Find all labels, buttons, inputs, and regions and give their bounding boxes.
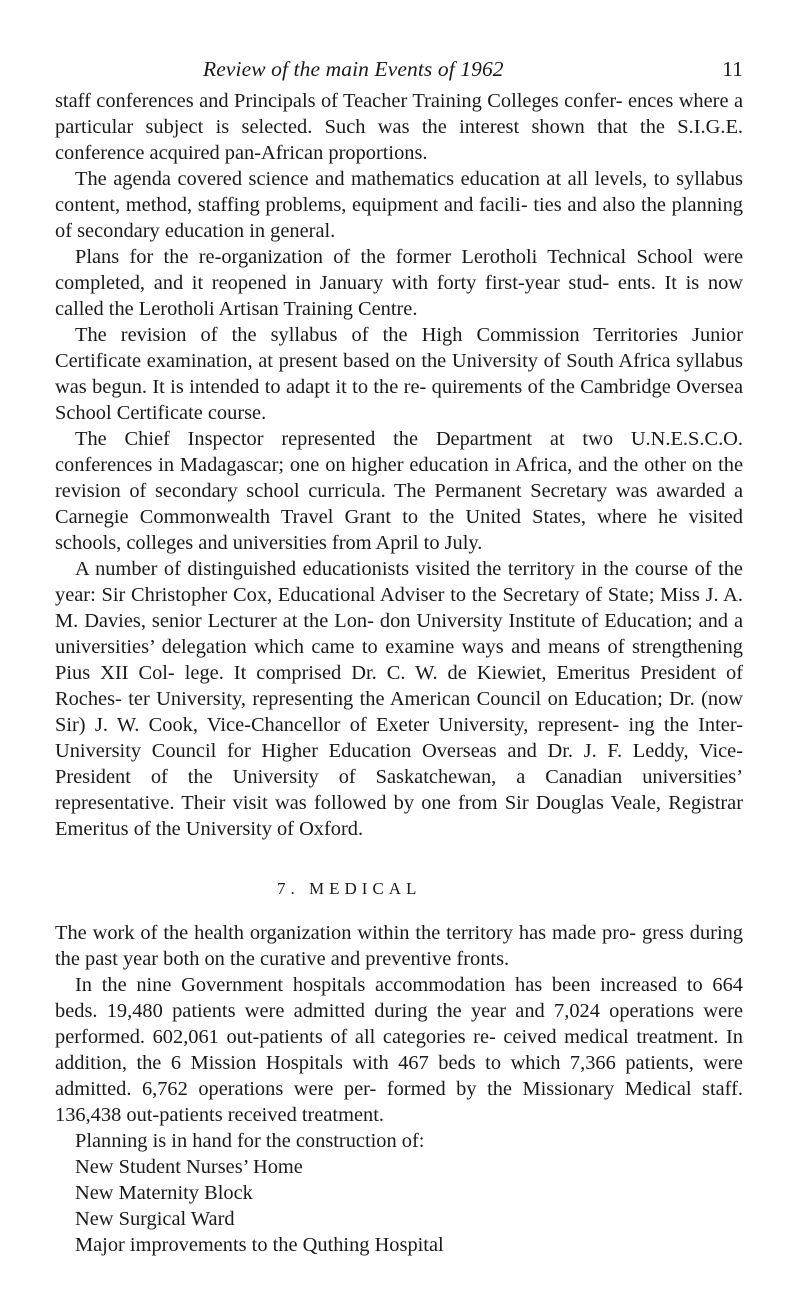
- list-item: New Surgical Ward: [75, 1208, 235, 1230]
- body-text: [55, 88, 743, 1258]
- paragraph: The Chief Inspector represented the Department at two U.N.E.S.C.O. conferences in Madagascar; one on higher education in Africa, and the other on the revision of secondary school curricula. The Permanent Secretary was awarded a Carnegie Commonwealth Travel Grant to the United States, where he visited schools, colleges and universities from April to July.: [55, 428, 743, 554]
- list-item: Major improvements to the Quthing Hospital: [75, 1234, 444, 1256]
- paragraph: The revision of the syllabus of the High Commission Territories Junior Certificate examination, at present based on the University of South Africa syllabus was begun. It is intended to adapt it to the re- quirements of the Cambridge Oversea School Certificate course.: [55, 324, 743, 424]
- section-heading: 7. MEDICAL: [277, 879, 422, 898]
- list-item: New Maternity Block: [75, 1182, 253, 1204]
- paragraph: staff conferences and Principals of Teacher Training Colleges confer- ences where a particular subject is selected. Such was the interest shown that the S.I.G.E. conference acquired pan-African proportions.: [55, 90, 743, 164]
- paragraph: The work of the health organization within the territory has made pro- gress during the past year both on the curative and preventive fronts.: [55, 922, 743, 970]
- page-number: 11: [722, 57, 743, 81]
- running-head-title: Review of the main Events of 1962: [203, 57, 504, 81]
- paragraph: In the nine Government hospitals accommodation has been increased to 664 beds. 19,480 patients were admitted during the year and 7,024 operations were performed. 602,061 out-patients of all categories re- ceived medical treatment. In addition, the 6 Mission Hospitals with 467 beds to which 7,366 patients, were admitted. 6,762 operations were per- formed by the Missionary Medical staff. 136,438 out-patients received treatment.: [55, 974, 743, 1126]
- paragraph: A number of distinguished educationists visited the territory in the course of the year: Sir Christopher Cox, Educational Adviser to the Secretary of State; Miss J. A. M. Davies, senior Lecturer at the Lon- don University Institute of Education; and a universities’ delegation which came to examine ways and means of strengthening Pius XII Col- lege. It comprised Dr. C. W. de Kiewiet, Emeritus President of Roches- ter University, representing the American Council on Education; Dr. (now Sir) J. W. Cook, Vice-Chancellor of Exeter University, represent- ing the Inter-University Council for Higher Education Overseas and Dr. J. F. Leddy, Vice-President of the University of Saskatchewan, a Canadian universities’ representative. Their visit was followed by one from Sir Douglas Veale, Registrar Emeritus of the University of Oxford.: [55, 558, 743, 840]
- running-head: [55, 52, 743, 86]
- planning-list: [55, 1128, 743, 1258]
- list-item: Planning is in hand for the construction of:: [75, 1130, 425, 1152]
- paragraph: Plans for the re-organization of the former Lerotholi Technical School were completed, and it reopened in January with forty first-year stud- ents. It is now called the Lerotholi Artisan Training Centre.: [55, 246, 743, 320]
- page: [55, 52, 743, 1258]
- paragraph: The agenda covered science and mathematics education at all levels, to syllabus content, method, staffing problems, equipment and facili- ties and also the planning of secondary education in general.: [55, 168, 743, 242]
- list-item: New Student Nurses’ Home: [75, 1156, 303, 1178]
